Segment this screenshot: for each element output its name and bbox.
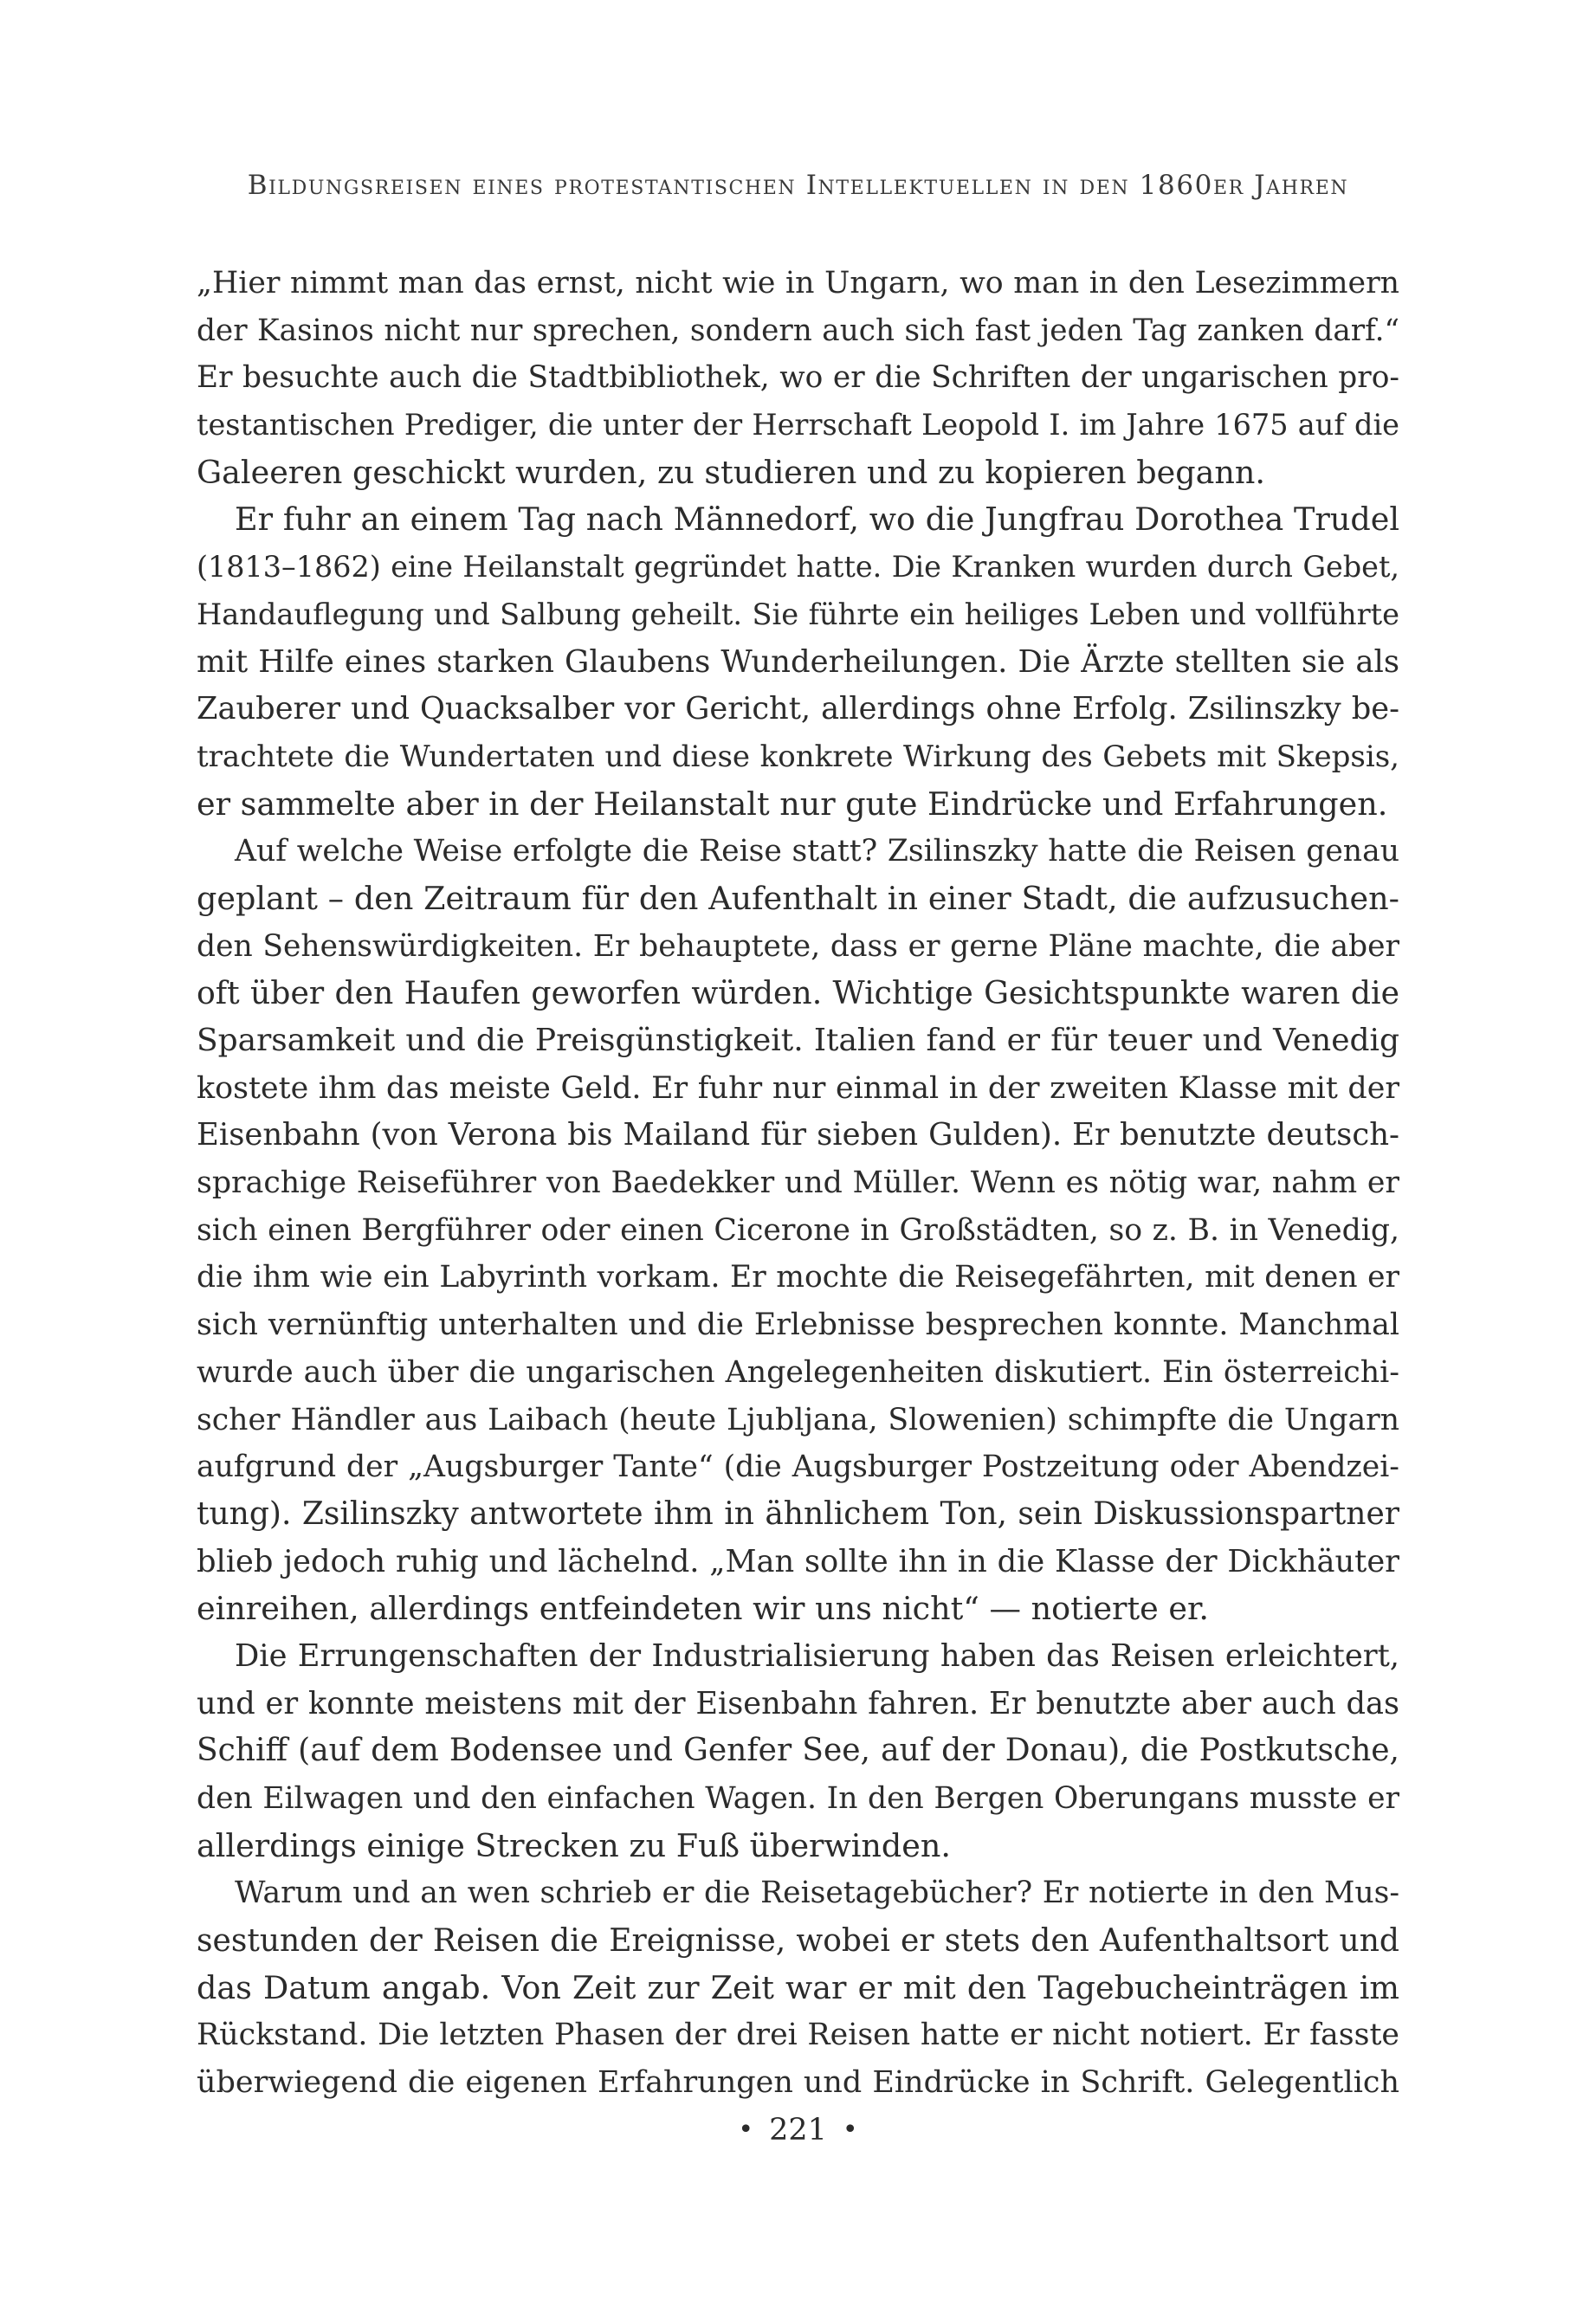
text-line: den Sehenswürdigkeiten. Er behauptete, dass er gerne Pläne machte, die aber <box>197 928 1399 964</box>
text-line: geplant – den Zeitraum für den Aufenthalt in einer Stadt, die aufzusuchen- <box>197 879 1399 917</box>
paragraph <box>197 1870 1399 2106</box>
text-line: (1813–1862) eine Heilanstalt gegründet hatte. Die Kranken wurden durch Gebet, <box>197 550 1399 584</box>
text-line: er sammelte aber in der Heilanstalt nur gute Eindrücke und Erfahrungen. <box>197 785 1388 823</box>
text-line: das Datum angab. Von Zeit zur Zeit war er mit den Tagebucheinträgen im <box>197 1968 1399 2006</box>
text-line: Galeeren geschickt wurden, zu studieren und zu kopieren begann. <box>197 453 1265 491</box>
text-line: allerdings einige Strecken zu Fuß überwinden. <box>197 1826 951 1864</box>
text-line: trachtete die Wundertaten und diese konkrete Wirkung des Gebets mit Skepsis, <box>197 739 1399 774</box>
text-line: der Kasinos nicht nur sprechen, sondern auch sich fast jeden Tag zanken darf.“ <box>197 313 1399 348</box>
text-line: sestunden der Reisen die Ereignisse, wobei er stets den Aufenthaltsort und <box>197 1922 1399 1960</box>
text-line: testantischen Prediger, die unter der Herrschaft Leopold I. im Jahre 1675 auf die <box>197 408 1399 442</box>
bullet-ornament-left: • <box>738 2115 754 2145</box>
text-line: sich einen Bergführer oder einen Cicerone in Großstädten, so z. B. in Venedig, <box>197 1212 1399 1248</box>
text-line: Er fuhr an einem Tag nach Männedorf, wo die Jungfrau Dorothea Trudel <box>235 501 1399 539</box>
paragraph <box>197 1633 1399 1870</box>
text-line: Die Errungenschaften der Industrialisierung haben das Reisen erleichtert, <box>235 1637 1399 1674</box>
paragraph <box>197 260 1399 496</box>
text-line: aufgrund der „Augsburger Tante“ (die Augsburger Postzeitung oder Abendzei- <box>197 1450 1399 1485</box>
text-line: sprachige Reiseführer von Baedekker und Müller. Wenn es nötig war, nahm er <box>197 1166 1399 1201</box>
page-number: 221 <box>769 2113 827 2147</box>
page-footer <box>0 2113 1596 2147</box>
text-line: den Eilwagen und den einfachen Wagen. In den Bergen Oberungans musste er <box>197 1781 1399 1816</box>
text-line: überwiegend die eigenen Erfahrungen und Eindrücke in Schrift. Gelegentlich <box>197 2065 1399 2101</box>
text-line: Warum und an wen schrieb er die Reisetagebücher? Er notierte in den Mus- <box>235 1876 1399 1911</box>
text-line: oft über den Haufen geworfen würden. Wichtige Gesichtspunkte waren die <box>197 974 1399 1012</box>
text-line: blieb jedoch ruhig und lächelnd. „Man sollte ihn in die Klasse der Dickhäuter <box>197 1543 1399 1579</box>
text-line: kostete ihm das meiste Geld. Er fuhr nur einmal in der zweiten Klasse mit der <box>197 1070 1399 1106</box>
text-line: Auf welche Weise erfolgte die Reise statt? Zsilinszky hatte die Reisen genau <box>235 834 1399 869</box>
paragraph <box>197 496 1399 828</box>
body-text <box>197 260 1399 2107</box>
text-line: mit Hilfe eines starken Glaubens Wunderheilungen. Die Ärzte stellten sie als <box>197 643 1399 680</box>
text-line: Sparsamkeit und die Preisgünstigkeit. Italien fand er für teuer und Venedig <box>197 1023 1399 1058</box>
running-head: Bildungsreisen eines protestantischen Intellektuellen in den 1860er Jahren <box>247 170 1349 201</box>
text-line: einreihen, allerdings entfeindeten wir uns nicht“ — notierte er. <box>197 1590 1209 1628</box>
paragraph <box>197 828 1399 1633</box>
text-line: wurde auch über die ungarischen Angelegenheiten diskutiert. Ein österreichi- <box>197 1354 1399 1390</box>
bullet-ornament-right: • <box>842 2115 858 2145</box>
text-line: und er konnte meistens mit der Eisenbahn fahren. Er benutzte aber auch das <box>197 1685 1399 1721</box>
text-line: Er besuchte auch die Stadtbibliothek, wo er die Schriften der ungarischen pro- <box>197 360 1399 396</box>
text-line: tung). Zsilinszky antwortete ihm in ähnlichem Ton, sein Diskussionspartner <box>197 1495 1399 1532</box>
text-line: Eisenbahn (von Verona bis Mailand für sieben Gulden). Er benutzte deutsch- <box>197 1117 1399 1153</box>
text-line: sich vernünftig unterhalten und die Erlebnisse besprechen konnte. Manchmal <box>197 1308 1399 1343</box>
text-line: scher Händler aus Laibach (heute Ljubljana, Slowenien) schimpfte die Ungarn <box>197 1402 1399 1437</box>
text-line: Zauberer und Quacksalber vor Gericht, allerdings ohne Erfolg. Zsilinszky be- <box>197 691 1399 727</box>
text-line: Schiff (auf dem Bodensee und Genfer See, auf der Donau), die Postkutsche, <box>197 1733 1399 1769</box>
text-line: Handauflegung und Salbung geheilt. Sie führte ein heiliges Leben und vollführte <box>197 597 1399 631</box>
text-line: „Hier nimmt man das ernst, nicht wie in Ungarn, wo man in den Lesezimmern <box>197 266 1399 300</box>
text-line: die ihm wie ein Labyrinth vorkam. Er mochte die Reisegefährten, mit denen er <box>197 1260 1399 1295</box>
text-line: Rückstand. Die letzten Phasen der drei Reisen hatte er nicht notiert. Er fasste <box>197 2018 1399 2053</box>
